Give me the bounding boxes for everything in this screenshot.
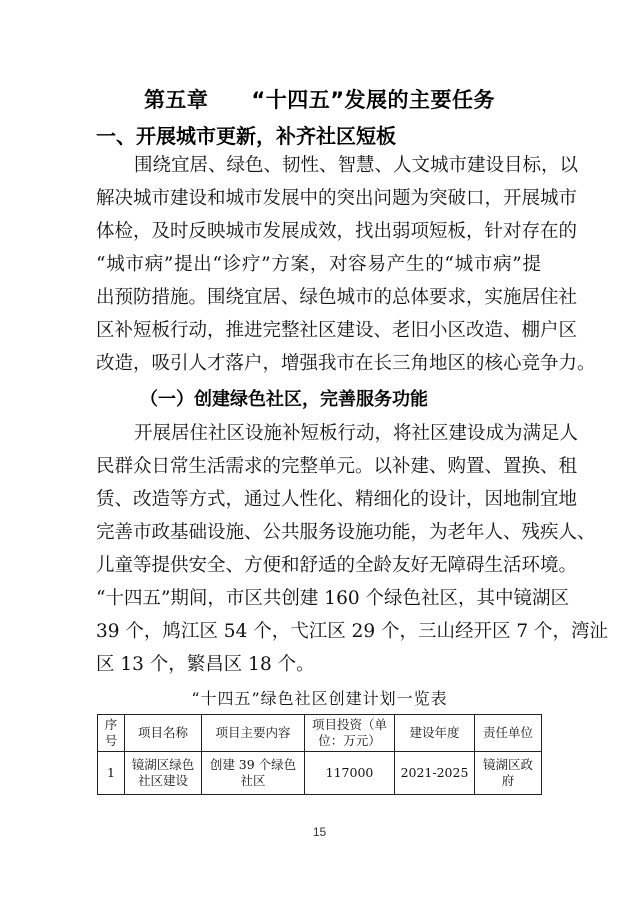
header-cell-investment: 项目投资（单位：万元）	[305, 715, 395, 752]
paragraph-2-line: 39 个，鸠江区 54 个，弋江区 29 个，三山经开区 7 个，湾沚	[96, 621, 609, 642]
section-title: 一、开展城市更新，补齐社区短板	[96, 124, 396, 148]
paragraph-1-line: 围绕宜居、绿色、韧性、智慧、人文城市建设目标，以	[134, 155, 579, 176]
table-header-row	[98, 715, 542, 752]
header-cell-construction-year: 建设年度	[395, 715, 475, 752]
paragraph-2-line: 区 13 个，繁昌区 18 个。	[96, 654, 315, 675]
cell-project-content: 创建 39 个绿色社区	[202, 752, 305, 795]
cell-index: 1	[98, 752, 125, 795]
paragraph-1-line: 改造，吸引人才落户，增强我市在长三角地区的核心竞争力。	[96, 353, 596, 374]
header-cell-project-content: 项目主要内容	[202, 715, 305, 752]
cell-responsible-unit: 镜湖区政府	[475, 752, 542, 795]
cell-construction-year: 2021-2025	[395, 752, 475, 795]
paragraph-2-line: 儿童等提供安全、方便和舒适的全龄友好无障碍生活环境。	[96, 555, 578, 576]
subsection-title: （一）创建绿色社区，完善服务功能	[140, 389, 428, 410]
paragraph-2-line: 民群众日常生活需求的完整单元。以补建、购置、置换、租	[96, 456, 578, 477]
paragraph-1-line: 解决城市建设和城市发展中的突出问题为突破口，开展城市	[96, 188, 578, 209]
paragraph-2-line: 赁、改造等方式，通过人性化、精细化的设计，因地制宜地	[96, 489, 578, 510]
table-caption: “十四五”绿色社区创建计划一览表	[191, 689, 448, 708]
paragraph-1-line: 出预防措施。围绕宜居、绿色城市的总体要求，实施居住社	[96, 287, 578, 308]
paragraph-2-line: 完善市政基础设施、公共服务设施功能，为老年人、残疾人、	[96, 522, 596, 543]
header-cell-responsible-unit: 责任单位	[475, 715, 542, 752]
header-cell-project-name: 项目名称	[125, 715, 202, 752]
paragraph-2-line: “十四五”期间，市区共创建 160 个绿色社区，其中镜湖区	[96, 588, 569, 609]
green-community-plan-table	[97, 714, 542, 795]
paragraph-1-line: 体检，及时反映城市发展成效，找出弱项短板，针对存在的	[96, 221, 578, 242]
header-cell-index: 序号	[98, 715, 125, 752]
page-number: 15	[312, 825, 327, 839]
chapter-title: 第五章 “十四五”发展的主要任务	[143, 88, 496, 112]
paragraph-1-line: 区补短板行动，推进完整社区建设、老旧小区改造、棚户区	[96, 320, 578, 341]
cell-project-name: 镜湖区绿色社区建设	[125, 752, 202, 795]
paragraph-2-line: 开展居住社区设施补短板行动，将社区建设成为满足人	[134, 423, 579, 444]
cell-investment: 117000	[305, 752, 395, 795]
paragraph-1-line: “城市病”提出“诊疗”方案，对容易产生的“城市病”提	[96, 254, 541, 275]
table-row	[98, 752, 542, 795]
